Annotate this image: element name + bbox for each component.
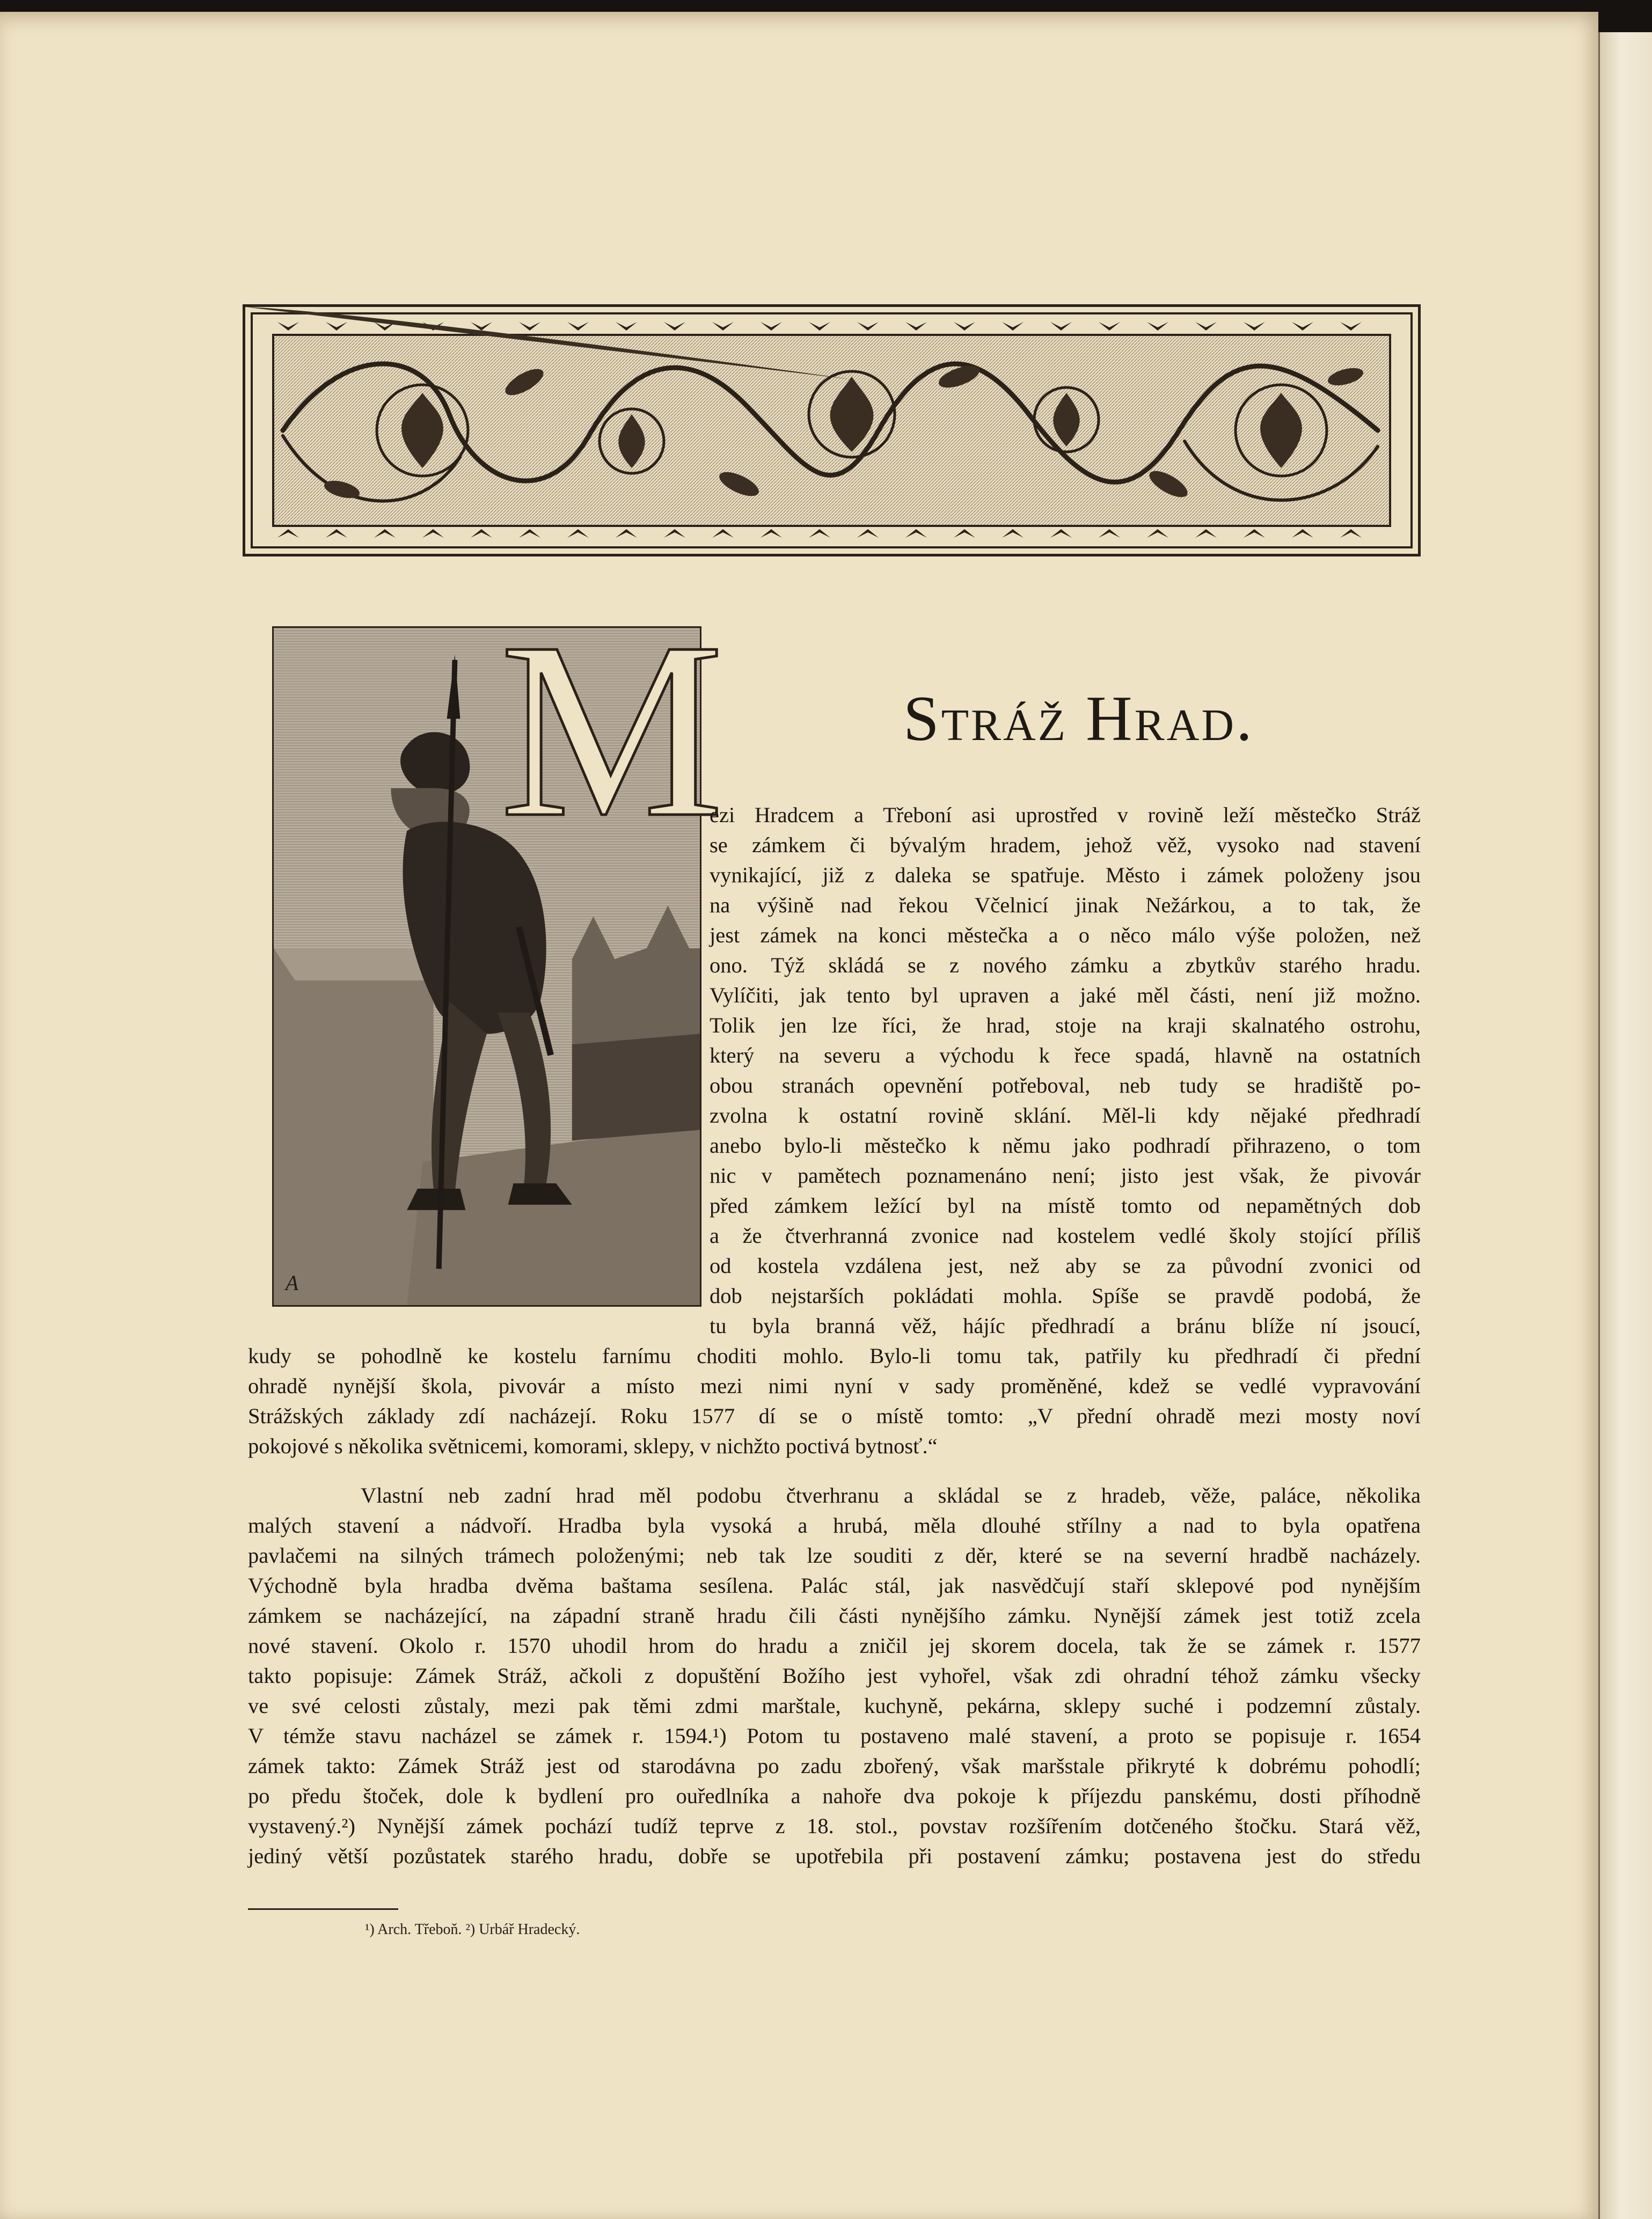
text-line: Východně byla hradba dvěma baštama sesílena. Palác stál, jak nasvědčují staří sklepové pod nynějším bbox=[248, 1573, 1421, 1598]
text-line: zámek takto: Zámek Stráž jest od starodávna po zadu zbořený, však maršstale přikryté k dobrému pohodlí; bbox=[248, 1754, 1421, 1778]
text-line: pavlačemi na silných trámech položenými; neb tak lze souditi z děr, které se na severní hradbě nacházely. bbox=[248, 1543, 1421, 1568]
text-line: V témže stavu nacházel se zámek r. 1594.¹) Potom tu postaveno malé stavení, a proto se popisuje r. 1654 bbox=[248, 1724, 1421, 1748]
text-line: ono. Týž skládá se z nového zámku a zbytkův starého hradu. bbox=[710, 953, 1421, 977]
text-line: který na severu a východu k řece spadá, hlavně na ostatních bbox=[710, 1043, 1421, 1067]
page-title: Stráž Hrad. bbox=[903, 683, 1255, 754]
text-line: a že čtverhranná zvonice nad kostelem vedlé školy stojící příliš bbox=[710, 1224, 1421, 1248]
svg-text:A: A bbox=[285, 1271, 299, 1295]
text-line: na výšině nad řekou Včelnicí jinak Nežárkou, a to tak, že bbox=[710, 893, 1421, 917]
text-line: vynikající, již z daleka se spatřuje. Město i zámek položeny jsou bbox=[710, 863, 1421, 887]
text-line: ve své celosti zůstaly, mezi pak těmi zdmi marštale, kuchyně, pekárna, sklepy suché i podzemní zůstaly. bbox=[248, 1694, 1421, 1718]
text-line: Strážských základy zdí nacházejí. Roku 1577 dí se o místě tomto: „V přední ohradě mezi mosty noví bbox=[248, 1404, 1421, 1428]
text-line: malých stavení a nádvoří. Hradba byla vysoká a hrubá, měla dlouhé střílny a nad to byla opatřena bbox=[248, 1513, 1421, 1537]
text-line: se zámkem či bývalým hradem, jehož věž, vysoko nad stavení bbox=[710, 833, 1421, 857]
text-line: před zámkem ležící byl na místě tomto od nepamětných dob bbox=[710, 1193, 1421, 1218]
page-edge bbox=[1598, 32, 1652, 2219]
text-line: Tolik jen lze říci, že hrad, stoje na kraji skalnatého ostrohu, bbox=[710, 1013, 1421, 1037]
text-line: anebo bylo-li městečko k němu jako podhradí přihrazeno, o tom bbox=[710, 1133, 1421, 1158]
text-line: vystavený.²) Nynější zámek pochází tudíž teprve z 18. stol., povstav rozšířením dotčeného štočku. Stará věž, bbox=[248, 1814, 1421, 1838]
text-line: takto popisuje: Zámek Stráž, ačkoli z dopuštění Božího jest vyhořel, však zdi ohradní téhož zámku všecky bbox=[248, 1664, 1421, 1688]
text-line: po předu štoček, dole k bydlení pro ouředlníka a nahoře dva pokoje k příjezdu panskému, dosti příhodně bbox=[248, 1784, 1421, 1808]
drop-cap bbox=[500, 590, 724, 869]
text-line: od kostela vzdálena jest, než aby se za původní zvonici od bbox=[710, 1254, 1421, 1278]
text-line: zvolna k ostatní rovině sklání. Měl-li kdy nějaké předhradí bbox=[710, 1103, 1421, 1127]
text-line: tu byla branná věž, hájíc předhradí a bránu blíže ní jsoucí, bbox=[710, 1314, 1421, 1338]
text-line: nic v pamětech poznamenáno není; jisto jest však, že pivovár bbox=[710, 1163, 1421, 1188]
text-line: ohradě nynější škola, pivovár a místo mezi nimi nyní v sady proměněné, kdež se vedlé vypravování bbox=[248, 1374, 1421, 1398]
text-line: pokojové s několika světnicemi, komorami, sklepy, v nichžto poctivá bytnosť.“ bbox=[248, 1434, 938, 1458]
text-line: Vlastní neb zadní hrad měl podobu čtverhranu a skládal se z hradeb, věže, paláce, několika bbox=[361, 1483, 1421, 1507]
text-line: kudy se pohodlně ke kostelu farnímu choditi mohlo. Bylo-li tomu tak, patřily ku předhradí či přední bbox=[248, 1344, 1421, 1368]
text-line: Vylíčiti, jak tento byl upraven a jaké měl části, není již možno. bbox=[710, 983, 1421, 1007]
footnotes: ¹) Arch. Třeboň. ²) Urbář Hradecký. bbox=[365, 1921, 580, 1938]
text-line: dob nejstarších pokládati mohla. Spíše se pravdě podobá, že bbox=[710, 1284, 1421, 1308]
drop-cap-letter: M bbox=[500, 590, 724, 869]
text-line: jest zámek na konci městečka a o něco málo výše položen, než bbox=[710, 923, 1421, 947]
text-line: obou stranách opevnění potřeboval, neb tudy se hradiště po- bbox=[710, 1073, 1421, 1097]
text-line: nové stavení. Okolo r. 1570 uhodil hrom do hradu a zničil jej skorem docela, tak že se zámek r. 1577 bbox=[248, 1634, 1421, 1658]
text-line: ezi Hradcem a Třeboní asi uprostřed v rovině leží městečko Stráž bbox=[710, 803, 1421, 827]
ornamental-header-banner bbox=[243, 304, 1421, 556]
footnote-divider bbox=[248, 1908, 398, 1910]
text-line: jediný větší pozůstatek starého hradu, dobře se upotřebila při postavení zámku; postavena jest do středu bbox=[248, 1844, 1421, 1868]
text-line: zámkem se nacházející, na západní straně hradu čili části nynějšího zámku. Nynější zámek jest totiž zcela bbox=[248, 1603, 1421, 1628]
